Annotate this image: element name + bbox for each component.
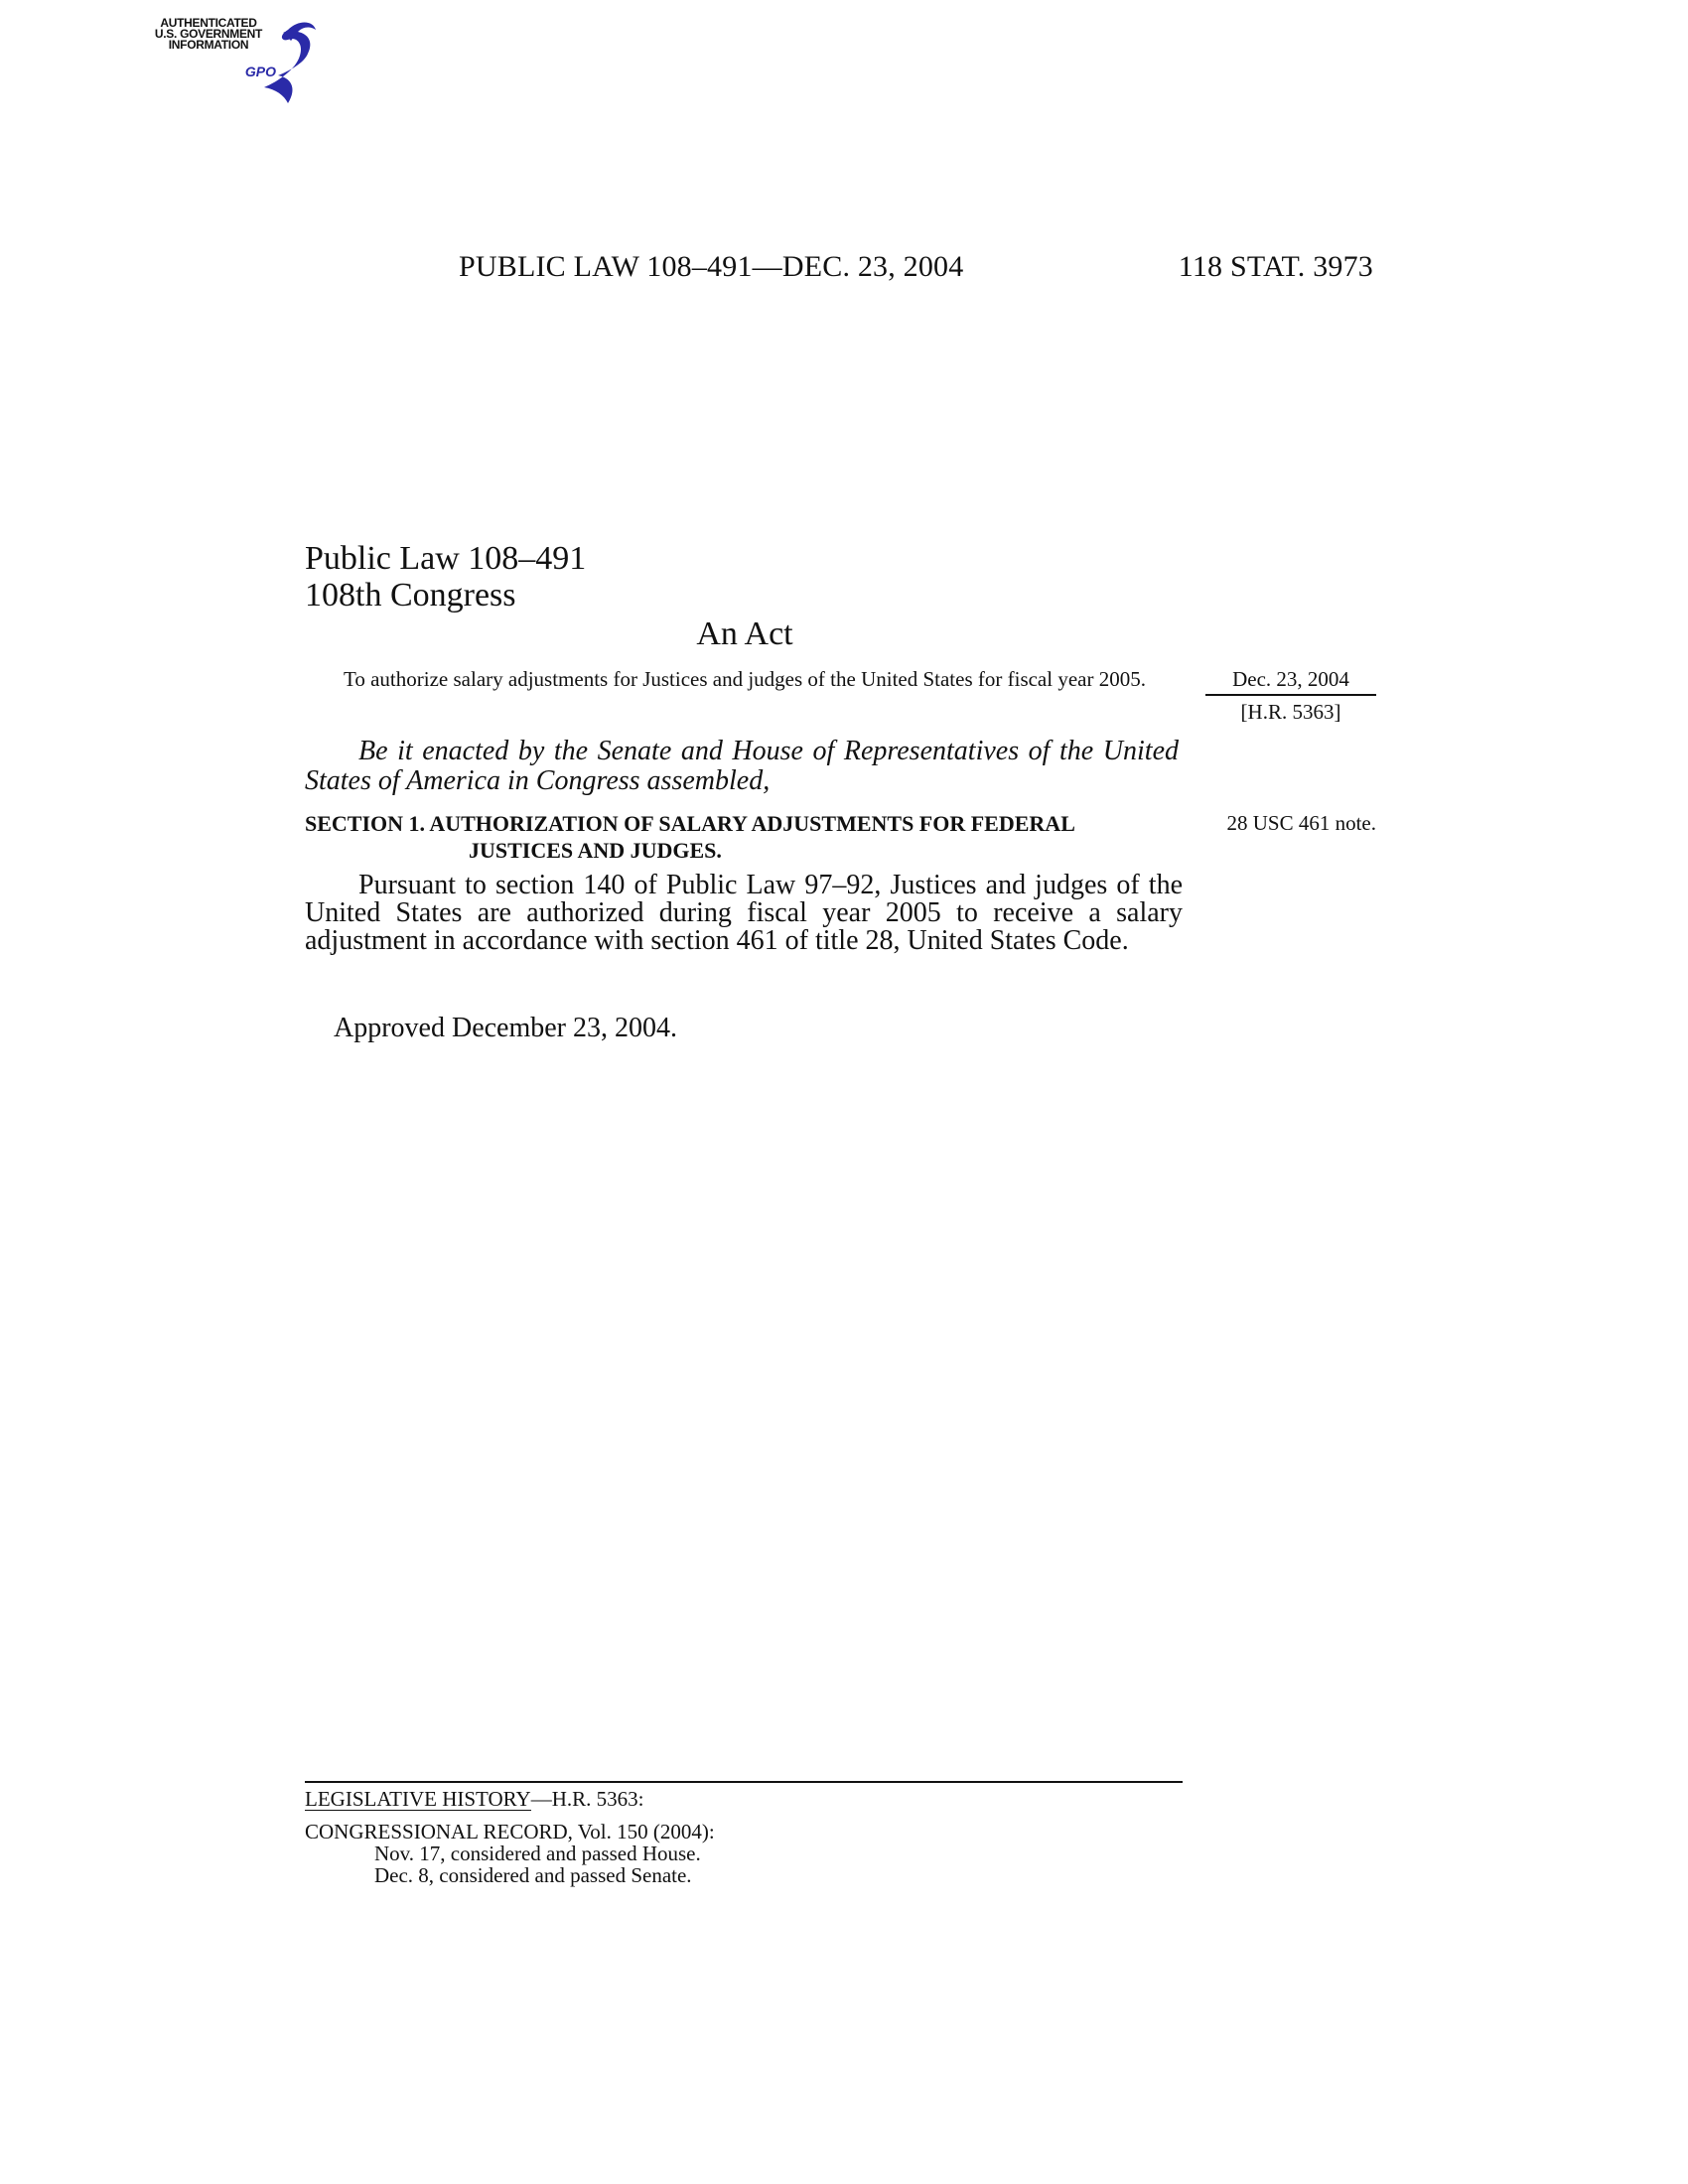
legislative-history-bill: —H.R. 5363: [530, 1787, 644, 1811]
footnote-divider [305, 1781, 1183, 1783]
act-purpose: To authorize salary adjustments for Justices and judges of the United States for fiscal year 2005. [344, 667, 1146, 691]
margin-date: Dec. 23, 2004 [1205, 667, 1376, 696]
act-heading: An Act [696, 615, 793, 652]
legislative-action-item: Dec. 8, considered and passed Senate. [374, 1863, 692, 1887]
gpo-authentication-seal [139, 12, 328, 101]
section-heading [305, 810, 1179, 864]
seal-line-1: AUTHENTICATED [160, 16, 257, 30]
legislative-history-heading [305, 1788, 643, 1811]
seal-line-2: U.S. GOVERNMENT [154, 27, 263, 41]
public-law-title: Public Law 108–491 [305, 540, 587, 577]
congress-label: 108th Congress [305, 577, 516, 614]
eagle-icon [139, 12, 328, 111]
margin-bill-number: [H.R. 5363] [1240, 700, 1341, 724]
section-text: Pursuant to section 140 of Public Law 97–92, Justices and judges of the United States are authorized during fiscal year 2005 to receive a salary adjustment in accordance with section 461 of title 28, United States Code. [305, 870, 1183, 956]
running-head-left: PUBLIC LAW 108–491—DEC. 23, 2004 [459, 250, 964, 283]
running-head-right: 118 STAT. 3973 [1178, 250, 1373, 283]
enacting-clause: Be it enacted by the Senate and House of Representatives of the United States of America in Congress assembled, [305, 736, 1179, 796]
margin-usc-note: 28 USC 461 note. [1226, 811, 1376, 835]
legislative-history-title: LEGISLATIVE HISTORY [305, 1787, 531, 1811]
seal-line-3: INFORMATION [168, 38, 249, 52]
section-heading-line-1: SECTION 1. AUTHORIZATION OF SALARY ADJUSTMENTS FOR FEDERAL [305, 811, 1075, 836]
section-heading-line-2: JUSTICES AND JUDGES. [469, 838, 722, 863]
seal-gpo-mark: GPO [244, 64, 276, 79]
approval-date: Approved December 23, 2004. [334, 1013, 678, 1043]
congressional-record-citation: CONGRESSIONAL RECORD, Vol. 150 (2004): [305, 1820, 715, 1843]
legislative-action-item: Nov. 17, considered and passed House. [374, 1842, 701, 1865]
